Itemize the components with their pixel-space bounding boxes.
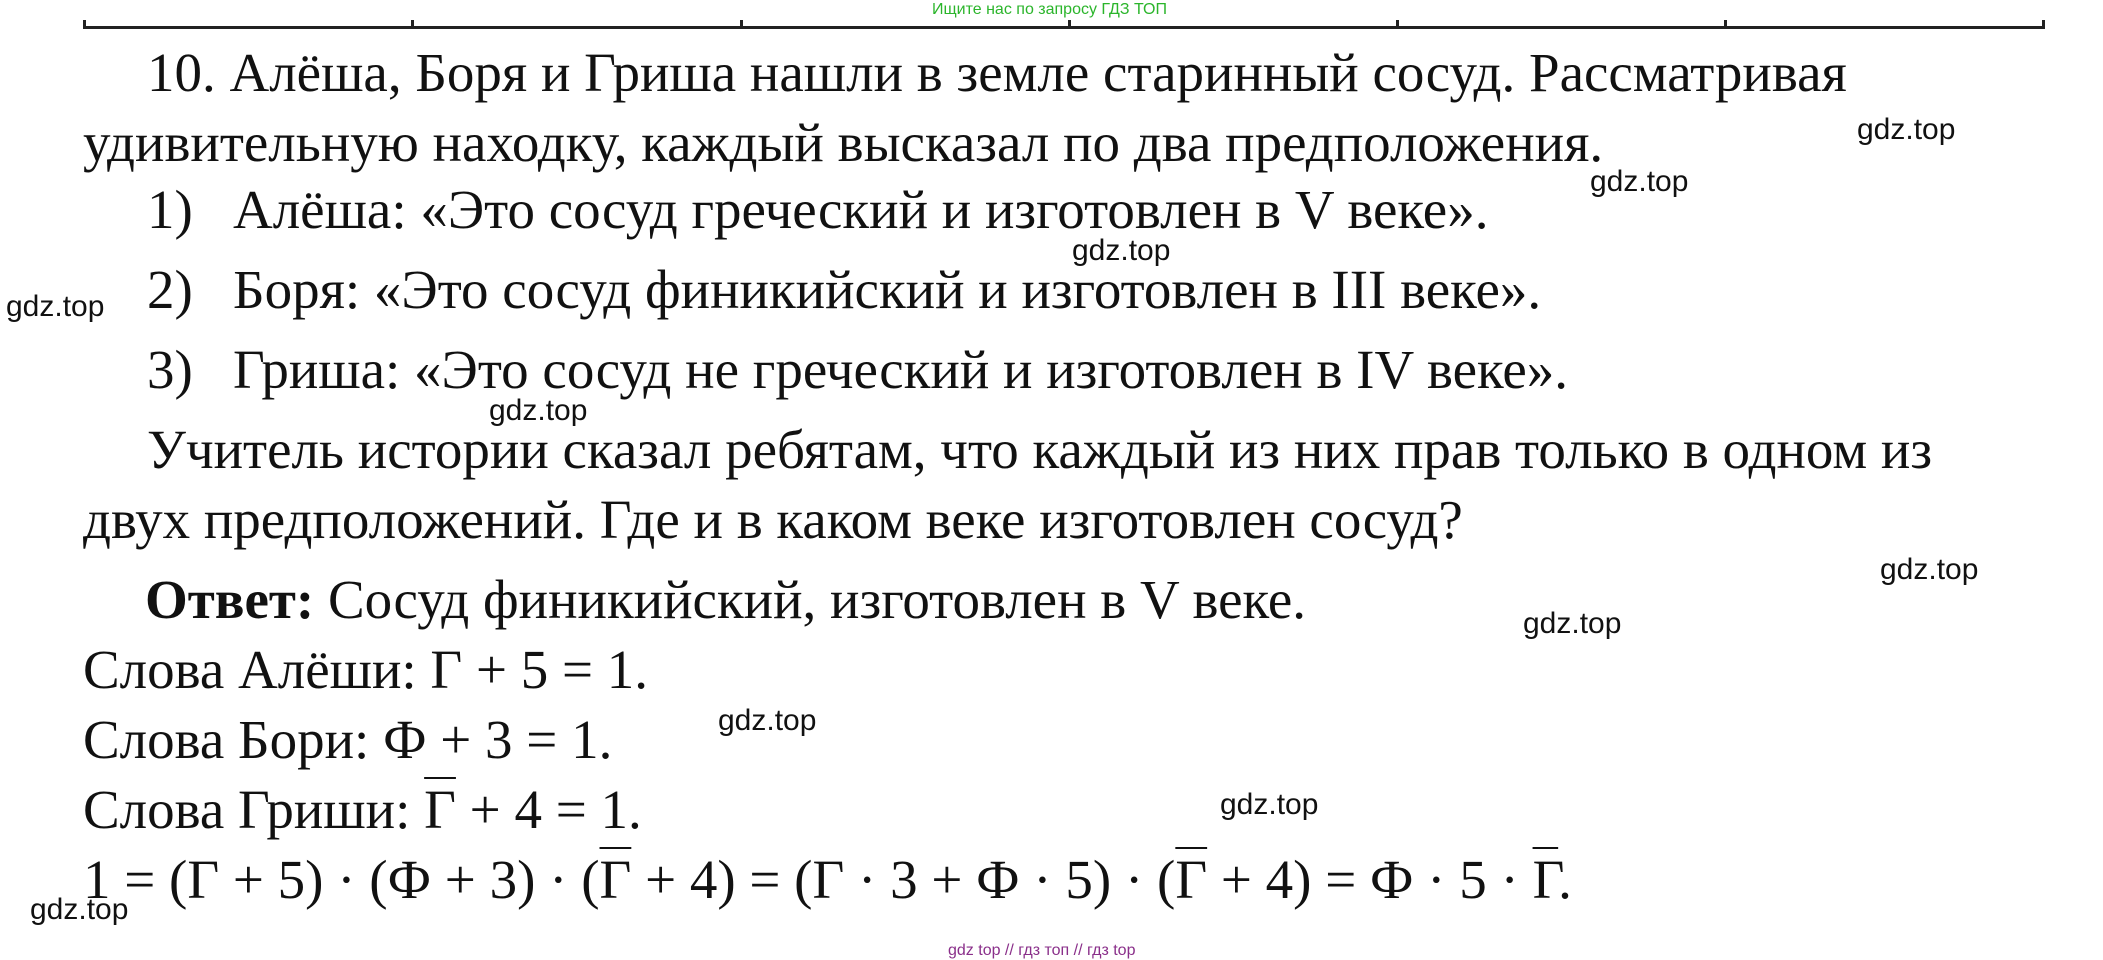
equation-part: . — [1558, 849, 1572, 910]
watermark: gdz.top — [489, 394, 588, 427]
watermark: gdz.top — [718, 704, 817, 737]
bottom-banner: gdz top // гдз топ // гдз top — [948, 942, 1136, 959]
ruler-tick — [2042, 20, 2045, 29]
item-3-number: 3) — [147, 339, 193, 400]
item-3-text: Гриша: «Это сосуд не греческий и изготовлен в IV веке». — [233, 339, 1569, 400]
equation-part: + 4) = (Г · 3 + Ф · 5) · ( — [631, 849, 1176, 910]
ruler-tick — [83, 20, 86, 29]
problem-line-4: двух предположений. Где и в каком веке изготовлен сосуд? — [83, 489, 1463, 550]
watermark: gdz.top — [1072, 234, 1171, 267]
ruler-tick — [411, 20, 414, 29]
equation-part: + 4) = Ф · 5 · — [1207, 849, 1533, 910]
top-banner: Ищите нас по запросу ГДЗ ТОП — [932, 1, 1167, 18]
solution-grisha — [83, 779, 642, 840]
equation-negated-var: Г — [599, 849, 632, 910]
item-1-number: 1) — [147, 179, 193, 240]
problem-line-3: Учитель истории сказал ребятам, что каждый из них прав только в одном из — [147, 419, 1933, 480]
equation-part: 1 = (Г + 5) · (Ф + 3) · ( — [83, 849, 600, 910]
answer-text: Сосуд финикийский, изготовлен в V веке. — [314, 569, 1307, 630]
ruler-tick — [1068, 20, 1071, 29]
item-2-number: 2) — [147, 259, 193, 320]
problem-line-1: 10. Алёша, Боря и Гриша нашли в земле старинный сосуд. Рассматривая — [147, 42, 1847, 103]
grisha-suffix: + 4 = 1. — [455, 779, 642, 840]
watermark: gdz.top — [30, 893, 129, 926]
equation-negated-var: Г — [1175, 849, 1208, 910]
answer-label: Ответ: — [145, 569, 315, 630]
watermark: gdz.top — [1523, 607, 1622, 640]
problem-line-2: удивительную находку, каждый высказал по два предположения. — [83, 112, 1604, 173]
ruler-tick — [740, 20, 743, 29]
grisha-prefix: Слова Гриши: — [83, 779, 425, 840]
top-ruler-line — [83, 26, 2045, 29]
item-1-text: Алёша: «Это сосуд греческий и изготовлен в V веке». — [233, 179, 1489, 240]
solution-borya: Слова Бори: Ф + 3 = 1. — [83, 709, 613, 770]
watermark: gdz.top — [1220, 788, 1319, 821]
watermark: gdz.top — [1857, 113, 1956, 146]
grisha-negated-var: Г — [424, 779, 456, 840]
item-2-text: Боря: «Это сосуд финикийский и изготовлен в III веке». — [233, 259, 1542, 320]
watermark: gdz.top — [6, 290, 105, 323]
equation-negated-var: Г — [1532, 849, 1559, 910]
answer-line — [145, 569, 1307, 630]
watermark: gdz.top — [1590, 165, 1689, 198]
solution-equation — [83, 849, 1572, 910]
ruler-tick — [1396, 20, 1399, 29]
solution-alesha: Слова Алёши: Г + 5 = 1. — [83, 639, 649, 700]
watermark: gdz.top — [1880, 553, 1979, 586]
ruler-tick — [1724, 20, 1727, 29]
